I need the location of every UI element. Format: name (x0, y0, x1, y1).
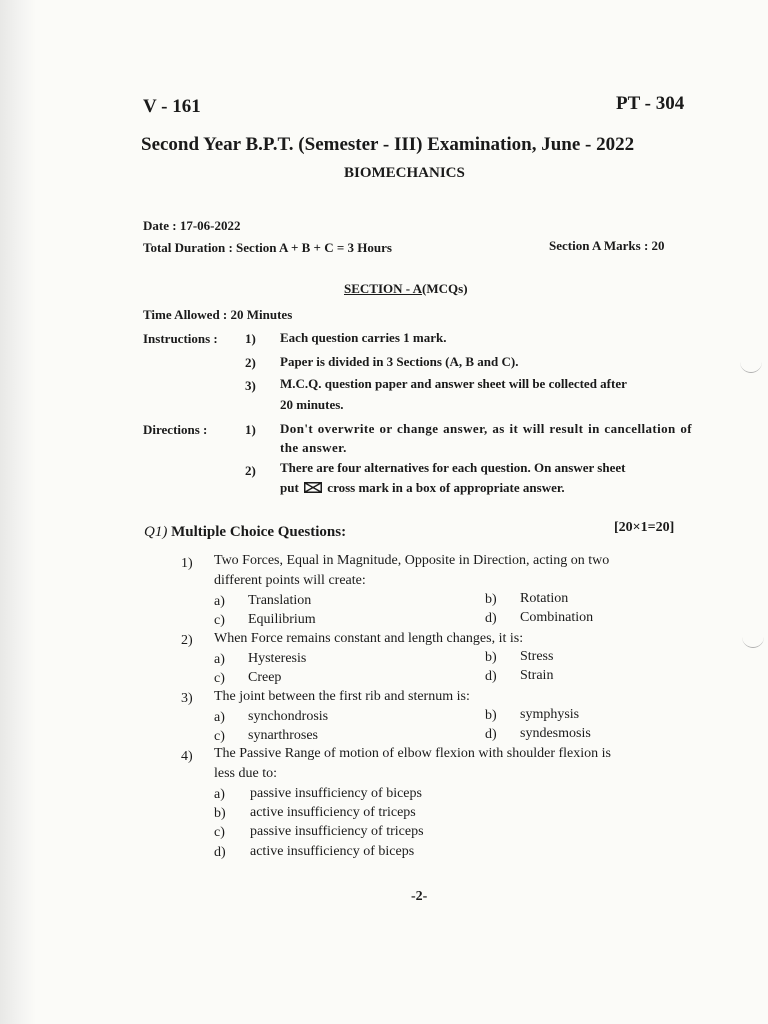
instruction-text-continued: 20 minutes. (280, 397, 344, 412)
q1-marks: [20×1=20] (614, 520, 675, 535)
question-number: 2) (181, 633, 193, 648)
option-text: passive insufficiency of triceps (250, 824, 424, 839)
option-letter: d) (485, 669, 497, 684)
direction-text: Don't overwrite or change answer, as it will result in cancellation of the answer. (280, 421, 692, 455)
total-duration: Total Duration : Section A + B + C = 3 Hours (143, 240, 392, 255)
option-letter: d) (485, 727, 497, 742)
question-text: The Passive Range of motion of elbow flexion with shoulder flexion is (214, 746, 611, 761)
option-text: Combination (520, 610, 594, 625)
option-letter: c) (214, 825, 225, 840)
option-text: Rotation (520, 591, 569, 606)
option-letter: c) (214, 613, 225, 628)
direction-text-continued (280, 480, 565, 496)
direction-text-suffix: cross mark in a box of appropriate answer. (327, 480, 565, 495)
paper-code-left: V - 161 (143, 96, 201, 117)
exam-date: Date : 17-06-2022 (143, 218, 241, 233)
option-text: symphysis (520, 707, 580, 722)
question-text: Two Forces, Equal in Magnitude, Opposite in Direction, acting on two (214, 553, 610, 568)
q1-number: Q1) (144, 524, 168, 540)
option-text: syndesmosis (520, 726, 591, 741)
subject-title: BIOMECHANICS (344, 165, 465, 181)
section-marks: Section A Marks : 20 (549, 238, 665, 253)
option-letter: b) (214, 806, 226, 821)
option-text: Hysteresis (248, 651, 307, 666)
question-text-continued: different points will create: (214, 573, 366, 588)
option-letter: b) (485, 592, 497, 607)
option-letter: c) (214, 671, 225, 686)
section-heading-main: SECTION - A (344, 281, 423, 296)
option-text: active insufficiency of triceps (250, 805, 416, 820)
instructions-label: Instructions : (143, 331, 218, 346)
q1-title: Multiple Choice Questions: (171, 524, 347, 540)
option-letter: b) (485, 650, 497, 665)
instruction-number: 1) (245, 331, 256, 346)
option-letter: b) (485, 708, 497, 723)
exam-title: Second Year B.P.T. (Semester - III) Examination, June - 2022 (141, 134, 635, 155)
direction-text: There are four alternatives for each question. On answer sheet (280, 460, 626, 475)
paper-code-right: PT - 304 (616, 93, 685, 114)
option-letter: a) (214, 594, 225, 609)
instruction-number: 3) (245, 378, 256, 393)
option-letter: a) (214, 710, 225, 725)
staple-mark-icon (742, 635, 764, 648)
option-text: passive insufficiency of biceps (250, 786, 422, 801)
direction-text-prefix: put (280, 480, 299, 495)
option-letter: a) (214, 652, 225, 667)
option-letter: d) (214, 845, 226, 860)
option-letter: a) (214, 787, 225, 802)
crossed-box-icon (304, 482, 322, 493)
option-text: Strain (520, 668, 554, 683)
question-text-continued: less due to: (214, 766, 277, 781)
option-text: synchondrosis (248, 709, 329, 724)
scan-edge-shadow (0, 0, 36, 1024)
option-text: Creep (248, 670, 282, 685)
instruction-number: 2) (245, 355, 256, 370)
option-text: Equilibrium (248, 612, 316, 627)
option-text: Translation (248, 593, 312, 608)
instruction-text: Paper is divided in 3 Sections (A, B and C). (280, 354, 519, 369)
option-letter: d) (485, 611, 497, 626)
directions-label: Directions : (143, 422, 208, 437)
option-text: synarthroses (248, 728, 318, 743)
section-heading (344, 281, 468, 297)
section-heading-rest: (MCQs) (422, 281, 468, 296)
time-allowed: Time Allowed : 20 Minutes (143, 307, 293, 322)
question-number: 3) (181, 691, 193, 706)
q1-heading (144, 524, 346, 541)
option-letter: c) (214, 729, 225, 744)
direction-number: 1) (245, 422, 256, 437)
direction-number: 2) (245, 463, 256, 478)
question-text: The joint between the first rib and sternum is: (214, 689, 470, 704)
staple-mark-icon (740, 360, 762, 373)
instruction-text: Each question carries 1 mark. (280, 330, 447, 345)
page-number: -2- (411, 889, 428, 904)
option-text: active insufficiency of biceps (250, 844, 415, 859)
option-text: Stress (520, 649, 554, 664)
question-number: 4) (181, 749, 193, 764)
question-text: When Force remains constant and length changes, it is: (214, 631, 524, 646)
question-number: 1) (181, 556, 193, 571)
instruction-text: M.C.Q. question paper and answer sheet will be collected after (280, 376, 627, 391)
